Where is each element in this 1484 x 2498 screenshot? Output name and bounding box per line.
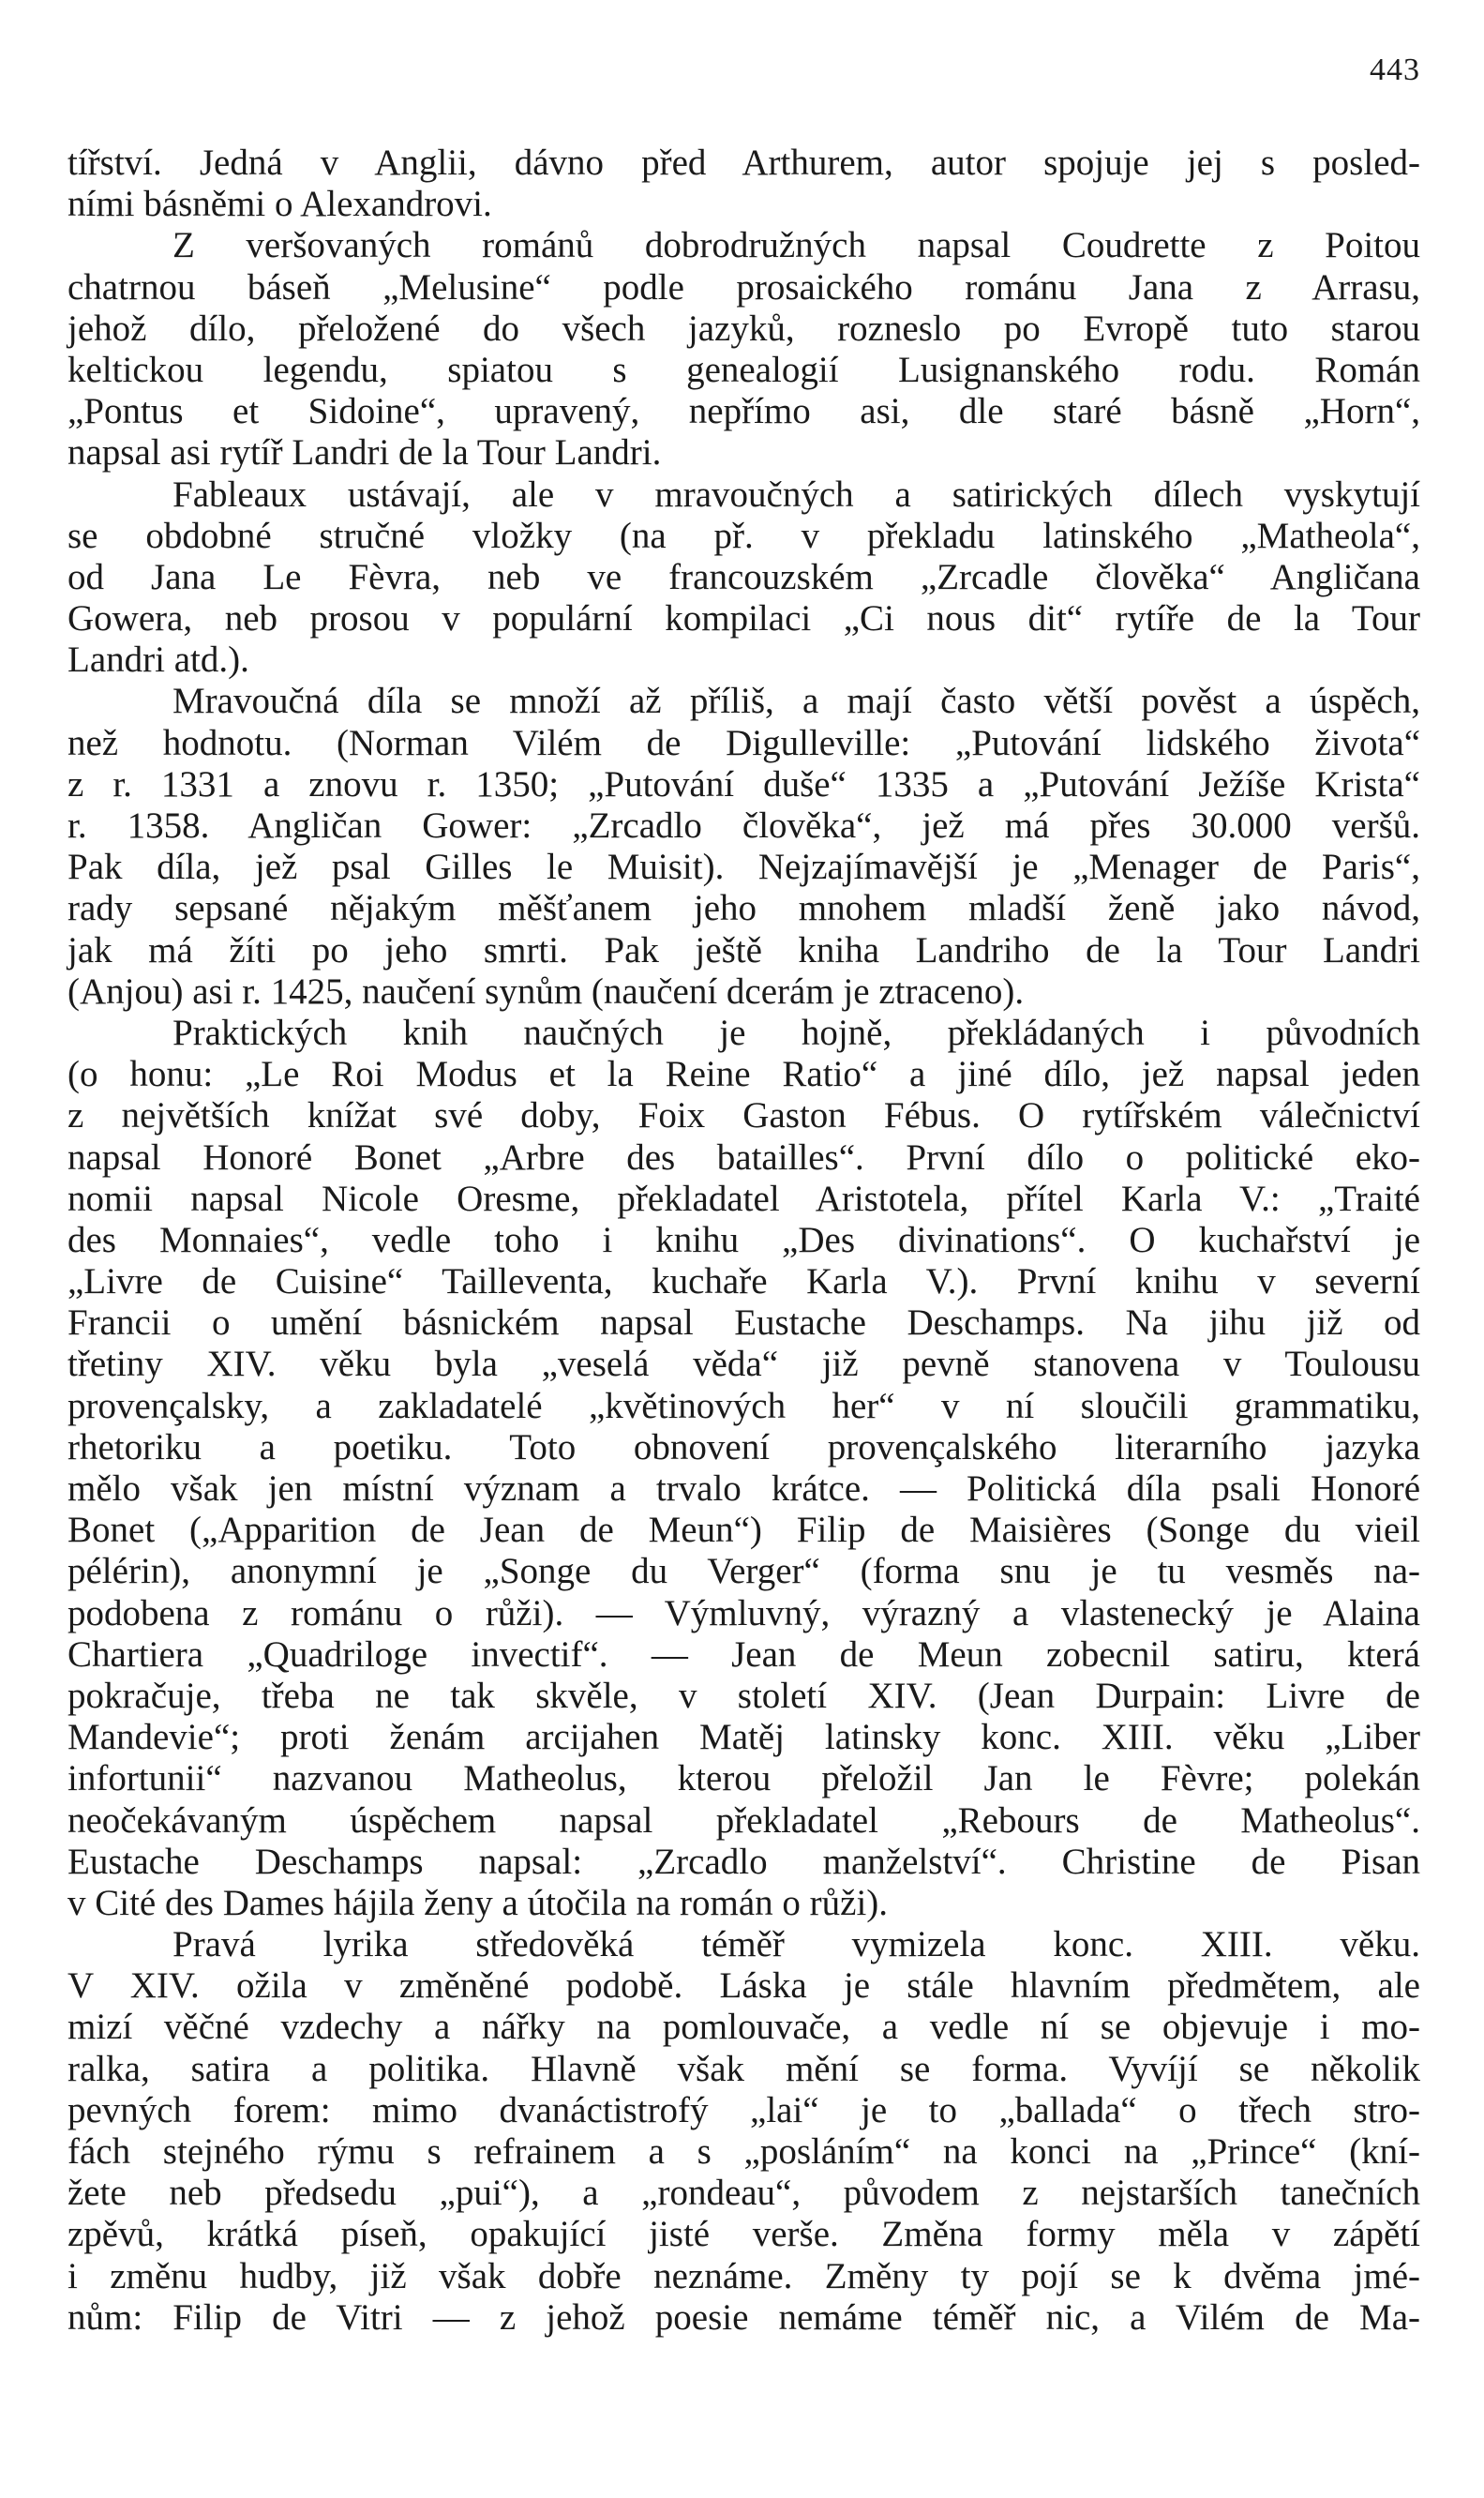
text-line: se obdobné stručné vložky (na př. v překladu latinského „Matheola“,	[67, 515, 1420, 556]
text-line: Chartiera „Quadriloge invectif“. — Jean de Meun zobecnil satiru, která	[67, 1633, 1420, 1675]
text-line: Francii o umění básnickém napsal Eustache Deschamps. Na jihu již od	[67, 1302, 1420, 1344]
text-line: (Anjou) asi r. 1425, naučení synům (naučení dcerám je ztraceno).	[67, 971, 1025, 1012]
text-line: (o honu: „Le Roi Modus et la Reine Ratio“ a jiné dílo, jež napsal jeden	[67, 1054, 1420, 1095]
text-line: ralka, satira a politika. Hlavně však mění se forma. Vyvíjí se několik	[67, 2048, 1420, 2089]
text-line: keltickou legendu, spiatou s genealogií Lusignanského rodu. Román	[67, 349, 1420, 390]
text-line: pélérin), anonymní je „Songe du Verger“ (forma snu je tu vesměs na-	[67, 1551, 1420, 1592]
text-line: z největších knížat své doby, Foix Gaston Fébus. O rytířském válečnictví	[67, 1095, 1420, 1136]
text-line: jak má žíti po jeho smrti. Pak ještě kniha Landriho de la Tour Landri	[67, 929, 1420, 971]
text-line: V XIV. ožila v změněné podobě. Láska je stále hlavním předmětem, ale	[67, 1965, 1420, 2007]
text-line: des Monnaies“, vedle toho i knihu „Des divinations“. O kuchařství je	[67, 1219, 1420, 1260]
text-line: žete neb předsedu „pui“), a „rondeau“, původem z nejstarších tanečních	[67, 2173, 1420, 2214]
text-line: infortunii“ nazvanou Matheolus, kterou přeložil Jan le Fèvre; polekán	[67, 1758, 1420, 1799]
paragraph-first-line: Fableaux ustávají, ale v mravoučných a satirických dílech vyskytují	[172, 474, 1420, 515]
text-line: provençalsky, a zakladatelé „květinových her“ v ní sloučili grammatiku,	[67, 1385, 1420, 1426]
text-line: „Pontus et Sidoine“, upravený, nepřímo asi, dle staré básně „Horn“,	[67, 391, 1420, 432]
text-line: mizí věčné vzdechy a nářky na pomlouvače, a vedle ní se objevuje i mo-	[67, 2007, 1420, 2048]
text-line: jehož dílo, přeložené do všech jazyků, rozneslo po Evropě tuto starou	[67, 308, 1420, 349]
paragraph-first-line: Mravoučná díla se množí až příliš, a mají často větší pověst a úspěch,	[172, 681, 1420, 722]
text-line: fách stejného rýmu s refrainem a s „posláním“ na konci na „Prince“ (kní-	[67, 2131, 1420, 2172]
text-line: ními básněmi o Alexandrovi.	[67, 184, 492, 225]
text-line: zpěvů, krátká píseň, opakující jisté verše. Změna formy měla v zápětí	[67, 2214, 1420, 2255]
text-line: „Livre de Cuisine“ Tailleventa, kuchaře Karla V.). První knihu v severní	[67, 1261, 1420, 1302]
text-line: nomii napsal Nicole Oresme, překladatel Aristotela, přítel Karla V.: „Traité	[67, 1178, 1420, 1219]
text-line: pevných forem: mimo dvanáctistrofý „lai“ je to „ballada“ o třech stro-	[67, 2089, 1420, 2130]
text-line: z r. 1331 a znovu r. 1350; „Putování duše“ 1335 a „Putování Ježíše Krista“	[67, 763, 1420, 805]
text-line: rhetoriku a poetiku. Toto obnovení provençalského literarního jazyka	[67, 1426, 1420, 1467]
text-line: nům: Filip de Vitri — z jehož poesie nemáme téměř nic, a Vilém de Ma-	[67, 2296, 1420, 2338]
text-line: Landri atd.).	[67, 640, 249, 681]
text-line: podobena z románu o růži). — Výmluvný, výrazný a vlastenecký je Alaina	[67, 1592, 1420, 1633]
paragraph-first-line: Pravá lyrika středověká téměř vymizela konc. XIII. věku.	[172, 1924, 1420, 1965]
text-line: chatrnou báseň „Melusine“ podle prosaického románu Jana z Arrasu,	[67, 266, 1420, 308]
text-line: napsal Honoré Bonet „Arbre des batailles“. První dílo o politické eko-	[67, 1136, 1420, 1178]
text-line: neočekávaným úspěchem napsal překladatel „Rebours de Matheolus“.	[67, 1799, 1420, 1841]
text-line: Mandevie“; proti ženám arcijahen Matěj latinsky konc. XIII. věku „Liber	[67, 1717, 1420, 1758]
text-line: i změnu hudby, již však dobře neznáme. Změny ty pojí se k dvěma jmé-	[67, 2255, 1420, 2296]
text-line: třetiny XIV. věku byla „veselá věda“ již pevně stanovena v Toulousu	[67, 1344, 1420, 1385]
text-line: tířství. Jedná v Anglii, dávno před Arthurem, autor spojuje jej s posled-	[67, 143, 1420, 183]
paragraph-first-line: Z veršovaných románů dobrodružných napsal Coudrette z Poitou	[172, 225, 1420, 266]
text-line: mělo však jen místní význam a trvalo krátce. — Politická díla psali Honoré	[67, 1468, 1420, 1509]
text-line: než hodnotu. (Norman Vilém de Digulleville: „Putování lidského života“	[67, 722, 1420, 763]
text-line: od Jana Le Fèvra, neb ve francouzském „Zrcadle člověka“ Angličana	[67, 556, 1420, 597]
text-line: Gowera, neb prosou v populární kompilaci „Ci nous dit“ rytíře de la Tour	[67, 598, 1420, 640]
text-line: Bonet („Apparition de Jean de Meun“) Filip de Maisières (Songe du vieil	[67, 1510, 1420, 1551]
text-line: Eustache Deschamps napsal: „Zrcadlo manželství“. Christine de Pisan	[67, 1841, 1420, 1882]
paragraph-first-line: Praktických knih naučných je hojně, překládaných i původních	[172, 1012, 1420, 1053]
text-line: v Cité des Dames hájila ženy a útočila na román o růži).	[67, 1882, 889, 1923]
text-line: rady sepsané nějakým měšťanem jeho mnohem mladší ženě jako návod,	[67, 888, 1420, 929]
page-number: 443	[1370, 53, 1420, 87]
text-line: Pak díla, jež psal Gilles le Muisit). Nejzajímavější je „Menager de Paris“,	[67, 847, 1420, 888]
text-line: napsal asi rytíř Landri de la Tour Landri.	[67, 432, 662, 474]
text-line: pokračuje, třeba ne tak skvěle, v století XIV. (Jean Durpain: Livre de	[67, 1675, 1420, 1716]
body-text	[67, 143, 1420, 2339]
text-line: r. 1358. Angličan Gower: „Zrcadlo člověka“, jež má přes 30.000 veršů.	[67, 805, 1420, 846]
